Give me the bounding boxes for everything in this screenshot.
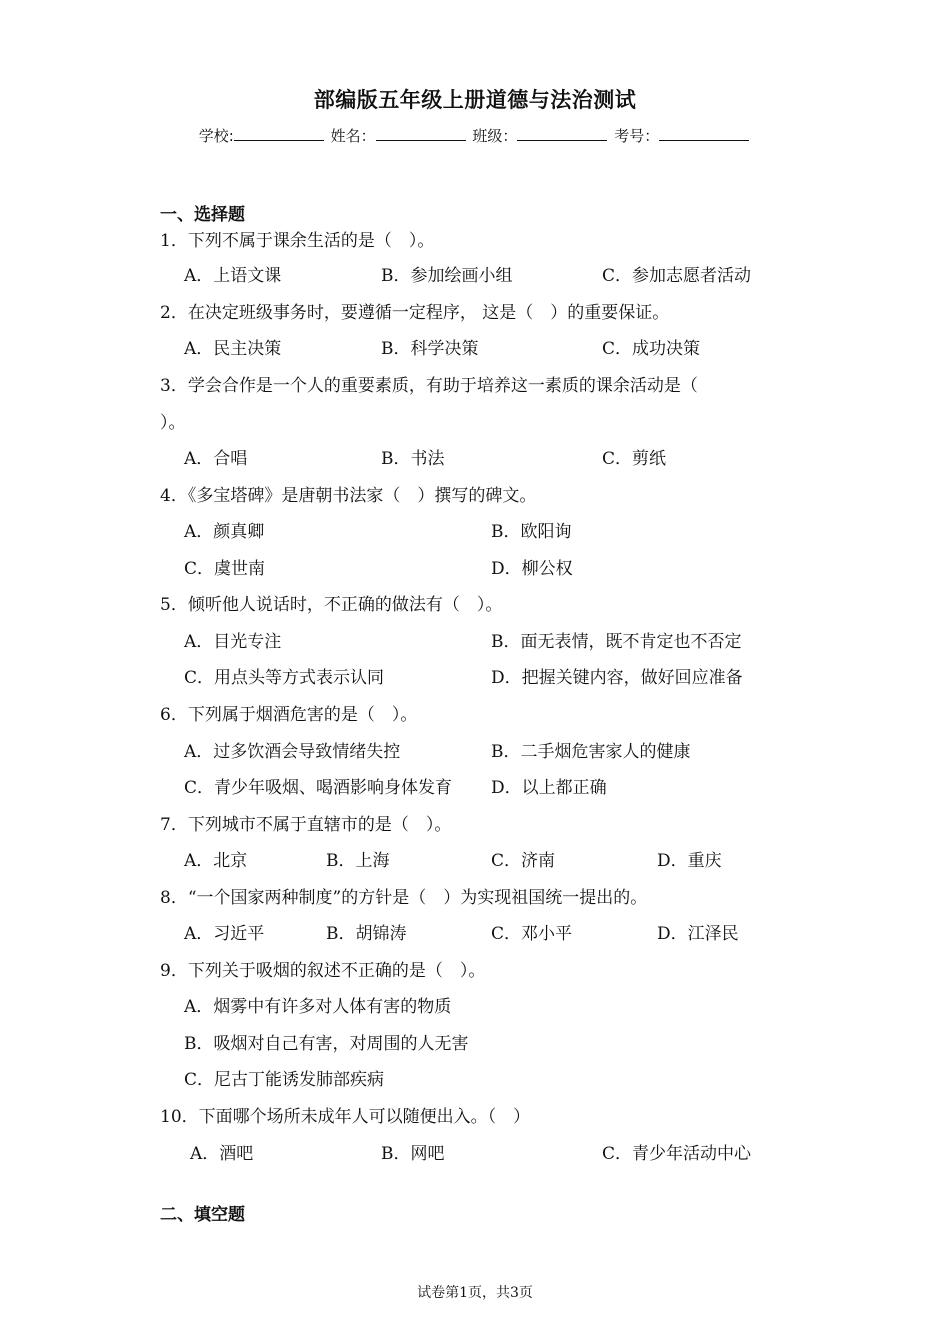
q8-option-a: A．习近平: [184, 924, 265, 944]
q9-option-a: A．烟雾中有许多对人体有害的物质: [184, 997, 452, 1017]
name-label: 姓名：: [330, 127, 376, 145]
question-10: 10．下面哪个场所未成年人可以随便出入。（ ）: [160, 1107, 531, 1127]
question-2: 2．在决定班级事务时，要遵循一定程序， 这是（ ）的重要保证。: [160, 303, 670, 323]
q10-option-b: B．网吧: [381, 1144, 445, 1164]
q2-option-c: C．成功决策: [602, 339, 701, 359]
q5-option-a: A．目光专注: [184, 632, 282, 652]
q7-option-c: C．济南: [491, 851, 556, 871]
q4-option-a: A．颜真卿: [184, 522, 265, 542]
q5-option-b: B．面无表情，既不肯定也不否定: [491, 632, 742, 652]
q8-option-b: B．胡锦涛: [326, 924, 407, 944]
class-blank[interactable]: [517, 125, 607, 141]
name-blank[interactable]: [376, 125, 466, 141]
q5-option-c: C．用点头等方式表示认同: [184, 668, 385, 688]
q3-option-b: B．书法: [381, 449, 445, 469]
q4-option-d: D．柳公权: [491, 559, 573, 579]
q6-option-a: A．过多饮酒会导致情绪失控: [184, 742, 401, 762]
question-4: 4．《多宝塔碑》是唐朝书法家（ ）撰写的碑文。: [160, 486, 537, 506]
q4-option-c: C．虞世南: [184, 559, 266, 579]
student-info-line: [0, 125, 950, 146]
q8-option-d: D．江泽民: [657, 924, 739, 944]
question-9: 9．下列关于吸烟的叙述不正确的是（ ）。: [160, 961, 486, 981]
q2-option-a: A．民主决策: [184, 339, 282, 359]
section-fill-title: 二、填空题: [160, 1205, 245, 1225]
q6-option-b: B．二手烟危害家人的健康: [491, 742, 691, 762]
page-footer: 试卷第1页，共3页: [417, 1285, 533, 1301]
question-5: 5．倾听他人说话时，不正确的做法有（ ）。: [160, 595, 503, 615]
school-label: 学校:: [198, 127, 234, 145]
school-blank[interactable]: [234, 125, 324, 141]
question-6: 6．下列属于烟酒危害的是（ ）。: [160, 705, 418, 725]
q10-option-a: A．酒吧: [190, 1144, 254, 1164]
page-title: 部编版五年级上册道德与法治测试: [313, 88, 637, 112]
question-1: 1．下列不属于课余生活的是（ ）。: [160, 231, 435, 251]
question-8: 8．“一个国家两种制度”的方针是（ ）为实现祖国统一提出的。: [160, 888, 648, 908]
q3-option-c: C．剪纸: [602, 449, 667, 469]
q1-option-b: B．参加绘画小组: [381, 266, 513, 286]
q7-option-a: A．北京: [184, 851, 248, 871]
exam-number-blank[interactable]: [659, 125, 749, 141]
q6-option-c: C．青少年吸烟、喝酒影响身体发育: [184, 778, 453, 798]
exam-number-label: 考号：: [614, 127, 660, 145]
class-label: 班级：: [472, 127, 518, 145]
question-7: 7．下列城市不属于直辖市的是（ ）。: [160, 815, 452, 835]
q10-option-c: C．青少年活动中心: [602, 1144, 752, 1164]
q7-option-d: D．重庆: [657, 851, 722, 871]
section-choice-title: 一、选择题: [160, 205, 245, 225]
q1-option-c: C．参加志愿者活动: [602, 266, 752, 286]
q8-option-c: C．邓小平: [491, 924, 573, 944]
q6-option-d: D．以上都正确: [491, 778, 607, 798]
q7-option-b: B．上海: [326, 851, 390, 871]
question-3: 3．学会合作是一个人的重要素质，有助于培养这一素质的课余活动是（: [160, 376, 698, 396]
question-3-continued: ）。: [160, 413, 186, 433]
q4-option-b: B．欧阳询: [491, 522, 572, 542]
q9-option-b: B．吸烟对自己有害，对周围的人无害: [184, 1034, 469, 1054]
q9-option-c: C．尼古丁能诱发肺部疾病: [184, 1070, 385, 1090]
q1-option-a: A．上语文课: [184, 266, 282, 286]
q2-option-b: B．科学决策: [381, 339, 479, 359]
q3-option-a: A．合唱: [184, 449, 248, 469]
q5-option-d: D．把握关键内容，做好回应准备: [491, 668, 743, 688]
